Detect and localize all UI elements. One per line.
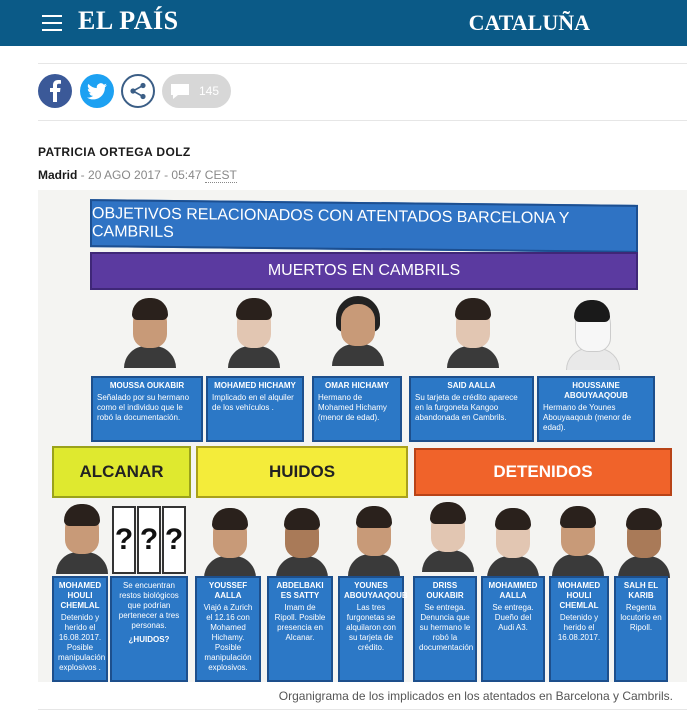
menu-icon[interactable] [42, 15, 62, 31]
person-card: MOHAMED HICHAMY Implicado en el alquiler de los vehículos . [206, 376, 304, 442]
timezone: CEST [204, 168, 237, 182]
portrait [614, 508, 674, 578]
person-card: MOHAMED HOULI CHEMLAL Detenido y herido el 16.08.2017. Posible manipulación explosivos . [52, 576, 108, 682]
portrait [200, 508, 260, 578]
dateline-separator: - [77, 168, 89, 182]
person-card: DRISS OUKABIR Se entrega. Denuncia que su hermano le robó la documentación [413, 576, 477, 682]
person-card: SAID AALLA Su tarjeta de crédito aparece en la furgoneta Kangoo abandonada en Cambrils. [409, 376, 534, 442]
portrait [443, 298, 503, 368]
category-alcanar: ALCANAR [52, 446, 191, 498]
comments-count: 145 [199, 84, 220, 98]
person-card: YOUNES ABOUYAAQOUB Las tres furgonetas se alquilaron con su tarjeta de crédito. [338, 576, 404, 682]
portrait [344, 506, 404, 576]
publish-date: 20 AGO 2017 - 05:47 [88, 168, 202, 182]
facebook-icon [48, 80, 62, 102]
portrait [224, 298, 284, 368]
category-huidos: HUIDOS [196, 446, 408, 498]
share-icon [129, 82, 147, 100]
portrait [328, 296, 388, 366]
person-card: ABDELBAKI ES SATTY Imam de Ripoll. Posible presencia en Alcanar. [267, 576, 333, 682]
person-card: MOHAMED HOULI CHEMLAL Detenido y herido el 16.08.2017. [549, 576, 609, 682]
twitter-share-button[interactable] [80, 74, 114, 108]
divider [38, 709, 687, 710]
person-card: OMAR HICHAMY Hermano de Mohamed Hichamy (menor de edad). [312, 376, 402, 442]
dateline [38, 168, 237, 182]
portrait [272, 508, 332, 578]
portrait [418, 502, 478, 572]
divider [38, 63, 687, 64]
unknown-person-placeholder: ? [112, 506, 136, 574]
person-card: YOUSSEF AALLA Viajó a Zurich el 12.16 con Mohamed Hichamy. Posible manipulación explosivos. [195, 576, 261, 682]
infographic-subtitle: MUERTOS EN CAMBRILS [90, 252, 638, 290]
dateline-place: Madrid [38, 168, 78, 182]
facebook-share-button[interactable] [38, 74, 72, 108]
portrait [548, 506, 608, 576]
portrait [562, 300, 622, 370]
article-image [38, 190, 687, 682]
person-card: MOHAMMED AALLA Se entrega. Dueño del Audi A3. [481, 576, 545, 682]
comments-button[interactable] [162, 74, 231, 108]
infographic-title: OBJETIVOS RELACIONADOS CON ATENTADOS BARCELONA Y CAMBRILS [90, 199, 638, 253]
unknown-person-placeholder: ? [162, 506, 186, 574]
author-name[interactable]: PATRICIA ORTEGA DOLZ [38, 145, 191, 159]
image-caption: Organigrama de los implicados en los atentados en Barcelona y Cambrils. [278, 689, 673, 703]
person-card: SALH EL KARIB Regenta locutorio en Ripoll. [614, 576, 668, 682]
site-logo[interactable]: EL PAÍS [78, 6, 179, 35]
category-detenidos: DETENIDOS [414, 448, 672, 496]
portrait [483, 508, 543, 578]
section-title[interactable]: CATALUÑA [468, 10, 590, 35]
person-card: Se encuentran restos biológicos que podrían pertenecer a tres personas. ¿HUIDOS? [110, 576, 188, 682]
unknown-person-placeholder: ? [137, 506, 161, 574]
twitter-icon [87, 83, 107, 100]
comment-icon [170, 83, 190, 100]
divider [38, 120, 687, 121]
share-button[interactable] [121, 74, 155, 108]
person-card: MOUSSA OUKABIR Señalado por su hermano como el individuo que le robó la documentación. [91, 376, 203, 442]
site-header [0, 0, 687, 46]
portrait [52, 504, 112, 574]
person-card: HOUSSAINE ABOUYAAQOUB Hermano de Younes Abouyaaqoub (menor de edad). [537, 376, 655, 442]
portrait [120, 298, 180, 368]
